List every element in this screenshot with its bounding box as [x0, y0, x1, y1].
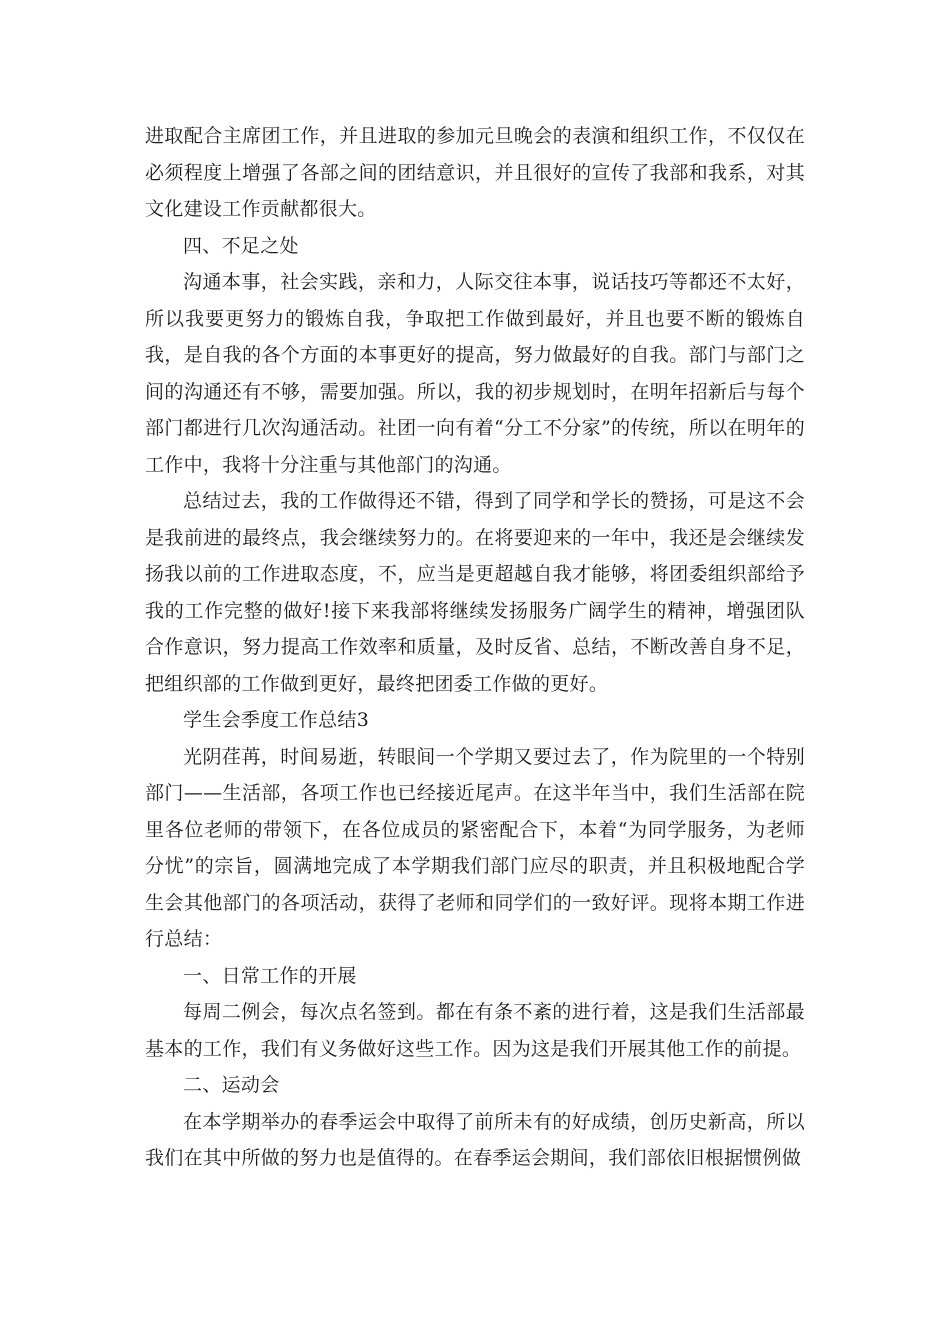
- section-heading-quarterly-summary-3: 学生会季度工作总结3: [183, 709, 370, 731]
- paragraph-continued: 进取配合主席团工作，并且进取的参加元旦晚会的表演和组织工作，不仅仅在必须程度上增强了各部之间的团结意识，并且很好的宣传了我部和我系，对其文化建设工作贡献都很大。: [145, 125, 805, 220]
- section-heading-shortcomings: 四、不足之处: [183, 234, 299, 257]
- paragraph-sports-meet: 在本学期举办的春季运会中取得了前所未有的好成绩，创历史新高，所以我们在其中所做的努力也是值得的。在春季运会期间，我们部依旧根据惯例做: [145, 1110, 805, 1169]
- section-heading-sports-meet: 二、运动会: [183, 1074, 280, 1096]
- paragraph-intro: 光阴荏苒，时间易逝，转眼间一个学期又要过去了，作为院里的一个特别部门——生活部，各项工作也已经接近尾声。在这半年当中，我们生活部在院里各位老师的带领下，在各位成员的紧密配合下，本着“为同学服务，为老师分忧”的宗旨，圆满地完成了本学期我们部门应尽的职责，并且积极地配合学生会其他部门的各项活动，获得了老师和同学们的一致好评。现将本期工作进行总结：: [145, 745, 805, 950]
- section-heading-daily-work: 一、日常工作的开展: [183, 964, 357, 987]
- paragraph-summary: 总结过去，我的工作做得还不错，得到了同学和学长的赞扬，可是这不会是我前进的最终点，我会继续努力的。在将要迎来的一年中，我还是会继续发扬我以前的工作进取态度，不，应当是更超越自我才能够，将团委组织部给予我的工作完整的做好!接下来我部将继续发扬服务广阔学生的精神，增强团队合作意识，努力提高工作效率和质量，及时反省、总结，不断改善自身不足，把组织部的工作做到更好，最终把团委工作做的更好。: [145, 490, 805, 695]
- document-body: [145, 118, 805, 1177]
- paragraph-daily-work: 每周二例会，每次点名签到。都在有条不紊的进行着，这是我们生活部最基本的工作，我们有义务做好这些工作。因为这是我们开展其他工作的前提。: [145, 1001, 805, 1060]
- paragraph-communication: 沟通本事，社会实践，亲和力，人际交往本事，说话技巧等都还不太好，所以我要更努力的锻炼自我，争取把工作做到最好，并且也要不断的锻炼自我，是自我的各个方面的本事更好的提高，努力做最好的自我。部门与部门之间的沟通还有不够，需要加强。所以，我的初步规划时，在明年招新后与每个部门都进行几次沟通活动。社团一向有着“分工不分家”的传统，所以在明年的工作中，我将十分注重与其他部门的沟通。: [145, 271, 805, 476]
